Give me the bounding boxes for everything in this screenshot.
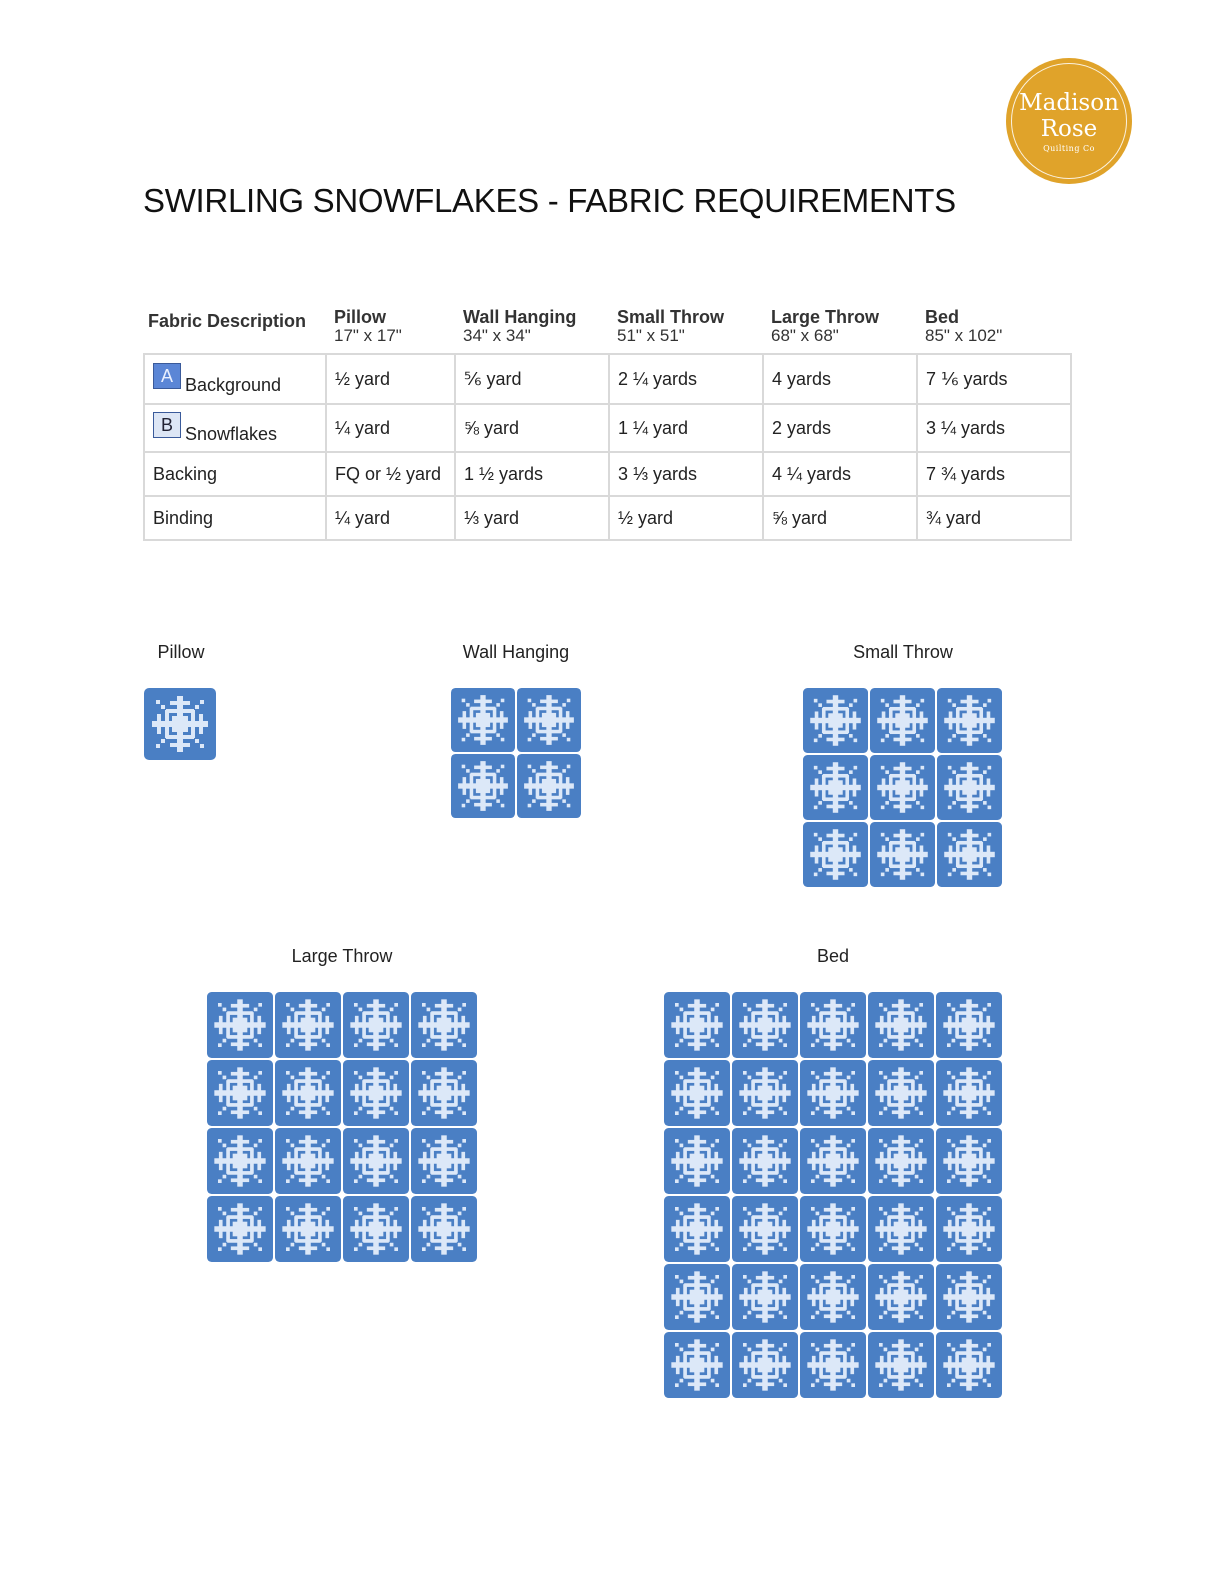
table-row (144, 354, 1071, 404)
snowflake-block (664, 1332, 730, 1398)
fabric-label-cell (144, 354, 326, 404)
yardage-cell: 4 yards (763, 354, 917, 404)
snowflake-block (664, 1264, 730, 1330)
snowflake-block (937, 755, 1002, 820)
snowflake-block (803, 755, 868, 820)
snowflake-block (451, 754, 515, 818)
yardage-cell: ¾ yard (917, 496, 1071, 540)
yardage-cell: 1 ¼ yard (609, 404, 763, 452)
yardage-cell: ⅚ yard (455, 354, 609, 404)
snowflake-block (800, 1332, 866, 1398)
table-row (144, 452, 1071, 496)
snowflake-block (664, 992, 730, 1058)
fabric-label: Binding (153, 507, 214, 528)
snowflake-block (343, 1128, 409, 1194)
logo-line-3: Quilting Co (1043, 143, 1095, 153)
snowflake-block (868, 1264, 934, 1330)
fabric-label-cell (144, 404, 326, 452)
snowflake-block (451, 688, 515, 752)
yardage-cell: FQ or ½ yard (326, 452, 455, 496)
snowflake-block (803, 688, 868, 753)
fabric-label: Snowflakes (185, 423, 278, 444)
snowflake-block (936, 1196, 1002, 1262)
snowflake-block (936, 1264, 1002, 1330)
quilt-diagram (207, 992, 477, 1262)
fabric-label-cell (144, 452, 326, 496)
snowflake-block (868, 992, 934, 1058)
header-wall-hanging: Wall Hanging 34" x 34" (463, 307, 577, 345)
snowflake-block (275, 1128, 341, 1194)
snowflake-block (411, 1196, 477, 1262)
table-row (144, 496, 1071, 540)
yardage-cell: ¼ yard (326, 404, 455, 452)
snowflake-block (207, 1060, 273, 1126)
snowflake-block (870, 755, 935, 820)
snowflake-block (800, 992, 866, 1058)
snowflake-block (800, 1128, 866, 1194)
yardage-cell: 3 ¼ yards (917, 404, 1071, 452)
fabric-requirements-table (143, 300, 1072, 541)
yardage-cell: 7 ⅙ yards (917, 354, 1071, 404)
yardage-cell: 4 ¼ yards (763, 452, 917, 496)
snowflake-block (664, 1196, 730, 1262)
snowflake-block (936, 1332, 1002, 1398)
snowflake-block (870, 822, 935, 887)
snowflake-block (868, 1196, 934, 1262)
yardage-cell: ⅓ yard (455, 496, 609, 540)
quilt-label: Large Throw (291, 946, 393, 966)
quilt-diagram (144, 688, 216, 760)
snowflake-block (732, 1264, 798, 1330)
snowflake-block (868, 1332, 934, 1398)
snowflake-block (732, 992, 798, 1058)
quilt-label: Wall Hanging (462, 642, 570, 662)
snowflake-block (936, 1128, 1002, 1194)
snowflake-block (275, 1196, 341, 1262)
yardage-cell: ¼ yard (326, 496, 455, 540)
snowflake-block (732, 1332, 798, 1398)
header-large-throw: Large Throw 68" x 68" (771, 307, 880, 345)
yardage-cell: 2 ¼ yards (609, 354, 763, 404)
snowflake-block (275, 1060, 341, 1126)
snowflake-block (937, 822, 1002, 887)
yardage-cell: 2 yards (763, 404, 917, 452)
snowflake-block (207, 992, 273, 1058)
snowflake-block (207, 1196, 273, 1262)
table-row (144, 404, 1071, 452)
snowflake-block (800, 1060, 866, 1126)
quilt-label: Small Throw (853, 642, 953, 662)
snowflake-block (144, 688, 216, 760)
snowflake-block (937, 688, 1002, 753)
fabric-swatch: A (153, 363, 181, 389)
header-bed: Bed 85" x 102" (925, 307, 1003, 345)
snowflake-block (343, 992, 409, 1058)
brand-logo (1006, 58, 1132, 184)
fabric-label-cell (144, 496, 326, 540)
snowflake-block (732, 1128, 798, 1194)
snowflake-block (868, 1060, 934, 1126)
fabric-swatch: B (153, 412, 181, 438)
yardage-cell: 3 ⅓ yards (609, 452, 763, 496)
quilt-label: Bed (816, 946, 850, 966)
snowflake-block (936, 1060, 1002, 1126)
snowflake-block (870, 688, 935, 753)
snowflake-block (732, 1060, 798, 1126)
snowflake-block (732, 1196, 798, 1262)
logo-line-2: Rose (1040, 115, 1098, 142)
snowflake-block (517, 754, 581, 818)
snowflake-block (664, 1128, 730, 1194)
quilt-diagram (803, 688, 1002, 887)
yardage-cell: ⅝ yard (763, 496, 917, 540)
snowflake-block (936, 992, 1002, 1058)
snowflake-block (803, 822, 868, 887)
snowflake-block (517, 688, 581, 752)
page-title: SWIRLING SNOWFLAKES - FABRIC REQUIREMENTS (143, 182, 956, 219)
snowflake-block (343, 1060, 409, 1126)
snowflake-block (207, 1128, 273, 1194)
yardage-cell: 1 ½ yards (455, 452, 609, 496)
snowflake-block (800, 1196, 866, 1262)
snowflake-block (275, 992, 341, 1058)
snowflake-block (411, 992, 477, 1058)
yardage-cell: 7 ¾ yards (917, 452, 1071, 496)
quilt-diagram (664, 992, 1002, 1398)
fabric-label: Backing (153, 463, 218, 484)
yardage-cell: ½ yard (609, 496, 763, 540)
snowflake-block (868, 1128, 934, 1194)
snowflake-block (343, 1196, 409, 1262)
snowflake-block (411, 1128, 477, 1194)
fabric-label: Background (185, 374, 282, 395)
header-pillow: Pillow 17" x 17" (334, 307, 402, 345)
snowflake-block (800, 1264, 866, 1330)
yardage-cell: ⅝ yard (455, 404, 609, 452)
header-small-throw: Small Throw 51" x 51" (617, 307, 725, 345)
yardage-cell: ½ yard (326, 354, 455, 404)
quilt-diagram (451, 688, 581, 818)
quilt-label: Pillow (157, 642, 205, 662)
logo-line-1: Madison (1019, 89, 1119, 116)
snowflake-block (664, 1060, 730, 1126)
snowflake-block (411, 1060, 477, 1126)
header-fabric-description: Fabric Description (148, 311, 307, 331)
